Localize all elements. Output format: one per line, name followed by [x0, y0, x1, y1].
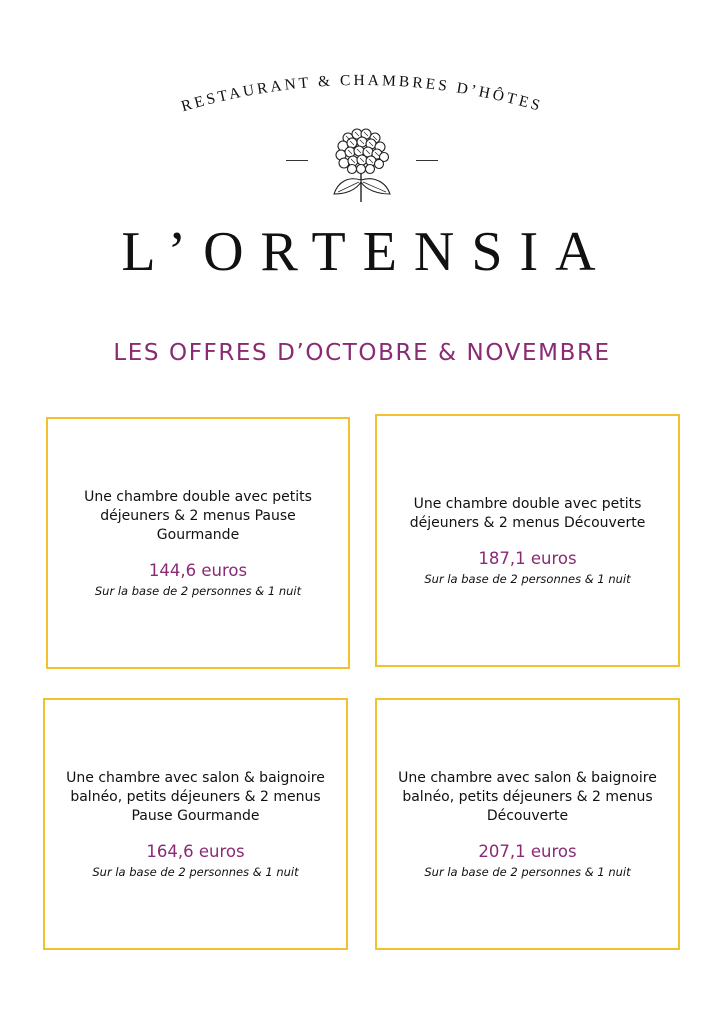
- offer-price: 164,6 euros: [146, 842, 245, 861]
- offer-price: 144,6 euros: [148, 561, 248, 580]
- offer-basis: Sur la base de 2 personnes & 1 nuit: [94, 584, 302, 598]
- offer-line: Une chambre avec salon & baignoire: [66, 770, 325, 786]
- offer-line: balnéo, petits déjeuners & 2 menus: [70, 789, 321, 805]
- offer-line: Une chambre double avec petits: [84, 489, 312, 505]
- subtitle-text: RESTAURANT & CHAMBRES D’HÔTES: [179, 71, 545, 116]
- offer-line: Gourmande: [156, 527, 240, 543]
- offer-line: balnéo, petits déjeuners & 2 menus: [402, 789, 653, 805]
- offer-line: déjeuners & 2 menus Pause: [100, 508, 296, 524]
- offer-description: [66, 769, 325, 826]
- divider-right: [416, 160, 438, 161]
- offer-line: déjeuners & 2 menus Découverte: [409, 515, 646, 531]
- offer-price: 187,1 euros: [478, 549, 577, 568]
- brand-name: L’ORTENSIA: [121, 221, 613, 283]
- offer-card: [375, 698, 680, 950]
- offer-description: [84, 488, 312, 545]
- offer-card: [375, 414, 680, 667]
- offer-basis: Sur la base de 2 personnes & 1 nuit: [92, 865, 299, 879]
- offer-description: [398, 769, 657, 826]
- hydrangea-flower-icon: [326, 124, 398, 204]
- divider-left: [286, 160, 308, 161]
- offer-basis: Sur la base de 2 personnes & 1 nuit: [424, 572, 631, 586]
- offer-description: [410, 495, 646, 533]
- offer-line: Une chambre double avec petits: [413, 496, 642, 512]
- offer-line: Découverte: [486, 808, 569, 824]
- offers-headline: LES OFFRES D’OCTOBRE & NOVEMBRE: [113, 340, 611, 366]
- offer-card: [46, 417, 350, 669]
- offer-basis: Sur la base de 2 personnes & 1 nuit: [424, 865, 631, 879]
- offer-line: Une chambre avec salon & baignoire: [398, 770, 657, 786]
- svg-text:RESTAURANT & CHAMBRES D’HÔTES: [179, 72, 544, 115]
- offer-line: Pause Gourmande: [131, 808, 260, 824]
- offer-card: [43, 698, 348, 950]
- offer-price: 207,1 euros: [478, 842, 577, 861]
